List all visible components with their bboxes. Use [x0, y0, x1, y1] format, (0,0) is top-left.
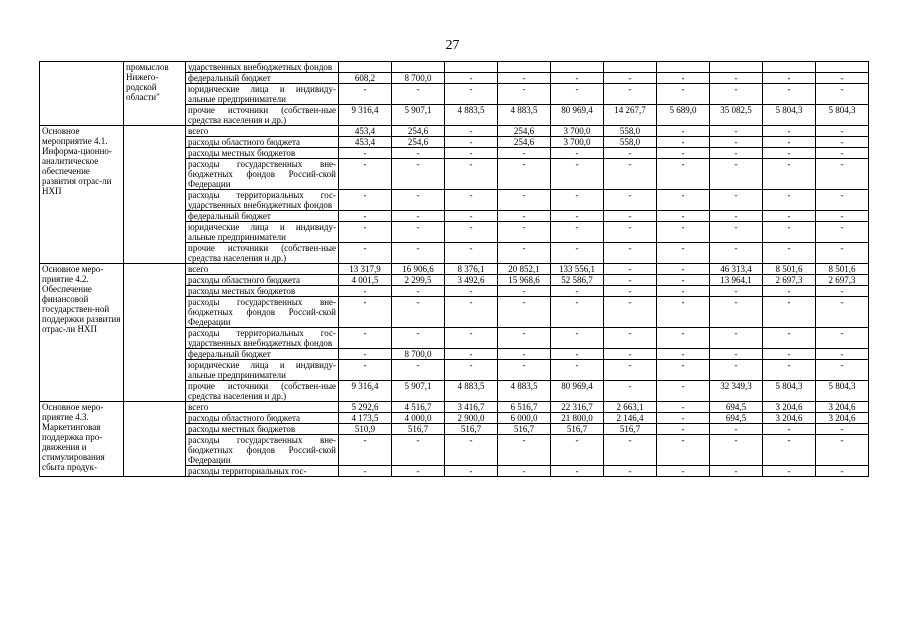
amount-cell: - — [445, 126, 498, 137]
amount-cell: - — [657, 381, 710, 402]
amount-cell — [339, 62, 392, 73]
funding-source-cell: прочие источники (собствен-ные средства населения и др.) — [186, 243, 339, 264]
amount-cell: - — [710, 360, 763, 381]
amount-cell: - — [657, 413, 710, 424]
amount-cell: 694,5 — [710, 413, 763, 424]
amount-cell: - — [763, 243, 816, 264]
amount-cell — [763, 62, 816, 73]
amount-cell: - — [710, 286, 763, 297]
amount-cell: 14 267,7 — [604, 105, 657, 126]
amount-cell: 558,0 — [604, 137, 657, 148]
amount-cell: 608,2 — [339, 73, 392, 84]
amount-cell: - — [710, 222, 763, 243]
amount-cell: - — [551, 243, 604, 264]
amount-cell: - — [392, 243, 445, 264]
amount-cell: 3 204,6 — [816, 402, 869, 413]
table-row — [40, 402, 869, 413]
amount-cell: 52 586,7 — [551, 275, 604, 286]
amount-cell: - — [763, 286, 816, 297]
amount-cell: - — [392, 435, 445, 466]
amount-cell — [551, 62, 604, 73]
amount-cell: 15 968,6 — [498, 275, 551, 286]
funding-source-cell: федеральный бюджет — [186, 211, 339, 222]
amount-cell: - — [604, 73, 657, 84]
amount-cell: 3 700,0 — [551, 126, 604, 137]
funding-source-cell: расходы территориальных гос-ударственных внебюджетных фондов — [186, 190, 339, 211]
responsible-cell: промыслов Нижего-родской области" — [124, 62, 186, 126]
amount-cell: - — [710, 424, 763, 435]
amount-cell: 694,5 — [710, 402, 763, 413]
amount-cell: 3 700,0 — [551, 137, 604, 148]
amount-cell: - — [445, 286, 498, 297]
amount-cell: 453,4 — [339, 137, 392, 148]
amount-cell: - — [604, 190, 657, 211]
amount-cell: - — [657, 264, 710, 275]
amount-cell: 35 082,5 — [710, 105, 763, 126]
amount-cell: - — [551, 190, 604, 211]
amount-cell: - — [392, 466, 445, 477]
amount-cell: - — [604, 148, 657, 159]
amount-cell: - — [392, 190, 445, 211]
funding-source-cell: всего — [186, 126, 339, 137]
amount-cell — [816, 62, 869, 73]
amount-cell: 8 700,0 — [392, 73, 445, 84]
funding-source-cell: прочие источники (собствен-ные средства населения и др.) — [186, 381, 339, 402]
amount-cell: 9 316,4 — [339, 381, 392, 402]
amount-cell: - — [657, 190, 710, 211]
amount-cell: - — [392, 286, 445, 297]
funding-source-cell: расходы территориальных гос-ударственных внебюджетных фондов — [186, 328, 339, 349]
page-number: 27 — [445, 38, 460, 53]
amount-cell: - — [710, 190, 763, 211]
amount-cell: 8 501,6 — [763, 264, 816, 275]
amount-cell: - — [339, 243, 392, 264]
amount-cell: 6 516,7 — [498, 402, 551, 413]
amount-cell: - — [498, 222, 551, 243]
amount-cell: - — [498, 297, 551, 328]
amount-cell: - — [551, 328, 604, 349]
amount-cell — [498, 62, 551, 73]
amount-cell: - — [498, 349, 551, 360]
amount-cell: - — [816, 159, 869, 190]
amount-cell: - — [392, 360, 445, 381]
amount-cell: - — [816, 148, 869, 159]
amount-cell: - — [763, 73, 816, 84]
amount-cell: - — [763, 466, 816, 477]
amount-cell: 2 299,5 — [392, 275, 445, 286]
amount-cell: - — [816, 211, 869, 222]
amount-cell: - — [392, 84, 445, 105]
amount-cell: - — [763, 360, 816, 381]
amount-cell: - — [657, 137, 710, 148]
amount-cell: 5 689,0 — [657, 105, 710, 126]
funding-source-cell: юридические лица и индивиду-альные предприниматели — [186, 84, 339, 105]
amount-cell: - — [445, 84, 498, 105]
amount-cell: 6 000,0 — [498, 413, 551, 424]
amount-cell: - — [816, 73, 869, 84]
amount-cell: - — [710, 243, 763, 264]
amount-cell: - — [392, 297, 445, 328]
amount-cell: - — [339, 286, 392, 297]
amount-cell: - — [710, 297, 763, 328]
amount-cell: 3 204,6 — [763, 402, 816, 413]
amount-cell: 4 516,7 — [392, 402, 445, 413]
amount-cell: - — [498, 73, 551, 84]
amount-cell — [604, 62, 657, 73]
amount-cell: 510,9 — [339, 424, 392, 435]
amount-cell — [657, 62, 710, 73]
amount-cell: - — [816, 435, 869, 466]
amount-cell: - — [604, 264, 657, 275]
amount-cell: - — [816, 424, 869, 435]
amount-cell — [445, 62, 498, 73]
amount-cell: - — [551, 360, 604, 381]
amount-cell: 516,7 — [551, 424, 604, 435]
amount-cell: - — [763, 222, 816, 243]
amount-cell: - — [551, 286, 604, 297]
amount-cell: - — [604, 159, 657, 190]
amount-cell: - — [710, 148, 763, 159]
amount-cell: - — [657, 328, 710, 349]
table-row — [40, 126, 869, 137]
amount-cell: - — [551, 466, 604, 477]
amount-cell: - — [339, 466, 392, 477]
amount-cell: - — [763, 159, 816, 190]
amount-cell: - — [339, 222, 392, 243]
amount-cell: - — [604, 286, 657, 297]
amount-cell: 13 317,9 — [339, 264, 392, 275]
amount-cell: - — [445, 148, 498, 159]
amount-cell — [392, 62, 445, 73]
amount-cell: 254,6 — [498, 126, 551, 137]
amount-cell: - — [339, 84, 392, 105]
amount-cell: - — [498, 360, 551, 381]
amount-cell: 4 883,5 — [445, 105, 498, 126]
amount-cell: - — [392, 211, 445, 222]
amount-cell: - — [763, 126, 816, 137]
amount-cell: 13 964,1 — [710, 275, 763, 286]
amount-cell: 32 349,3 — [710, 381, 763, 402]
amount-cell: - — [604, 222, 657, 243]
amount-cell: - — [816, 349, 869, 360]
amount-cell: - — [392, 328, 445, 349]
funding-source-cell: расходы областного бюджета — [186, 275, 339, 286]
amount-cell: - — [657, 360, 710, 381]
amount-cell: - — [657, 424, 710, 435]
activity-name-cell: Основное мероприятие 4.1. Информа-ционно-аналитическое обеспечение развития отрас-ли НХП — [40, 126, 124, 264]
funding-source-cell: расходы местных бюджетов — [186, 286, 339, 297]
amount-cell: - — [763, 84, 816, 105]
amount-cell: 5 907,1 — [392, 381, 445, 402]
amount-cell: 2 900,0 — [445, 413, 498, 424]
amount-cell: - — [339, 148, 392, 159]
amount-cell: - — [816, 222, 869, 243]
amount-cell: 2 697,3 — [816, 275, 869, 286]
amount-cell: - — [710, 159, 763, 190]
funding-source-cell: федеральный бюджет — [186, 349, 339, 360]
amount-cell: - — [657, 402, 710, 413]
amount-cell: 9 316,4 — [339, 105, 392, 126]
amount-cell: - — [339, 349, 392, 360]
responsible-cell — [124, 126, 186, 264]
amount-cell: 5 804,3 — [763, 381, 816, 402]
amount-cell: - — [339, 328, 392, 349]
amount-cell: - — [604, 381, 657, 402]
amount-cell: - — [710, 84, 763, 105]
amount-cell: - — [657, 222, 710, 243]
amount-cell: - — [763, 297, 816, 328]
amount-cell: 5 804,3 — [763, 105, 816, 126]
amount-cell: - — [710, 349, 763, 360]
amount-cell: - — [551, 435, 604, 466]
table-row — [40, 264, 869, 275]
amount-cell: - — [604, 466, 657, 477]
amount-cell: - — [445, 73, 498, 84]
amount-cell: - — [445, 297, 498, 328]
funding-source-cell: всего — [186, 264, 339, 275]
amount-cell: - — [763, 148, 816, 159]
amount-cell: - — [498, 190, 551, 211]
funding-source-cell: юридические лица и индивиду-альные предприниматели — [186, 222, 339, 243]
amount-cell: - — [445, 137, 498, 148]
amount-cell: - — [763, 190, 816, 211]
amount-cell: - — [551, 73, 604, 84]
amount-cell: - — [816, 137, 869, 148]
amount-cell: 5 907,1 — [392, 105, 445, 126]
amount-cell: - — [498, 84, 551, 105]
amount-cell — [710, 62, 763, 73]
amount-cell: - — [445, 243, 498, 264]
amount-cell: - — [816, 84, 869, 105]
amount-cell: - — [816, 360, 869, 381]
amount-cell: 516,7 — [392, 424, 445, 435]
amount-cell: 5 804,3 — [816, 105, 869, 126]
amount-cell: 254,6 — [392, 137, 445, 148]
amount-cell: - — [339, 190, 392, 211]
amount-cell: - — [445, 435, 498, 466]
amount-cell: 3 416,7 — [445, 402, 498, 413]
amount-cell: - — [339, 159, 392, 190]
amount-cell: - — [763, 424, 816, 435]
amount-cell: - — [604, 360, 657, 381]
amount-cell: 3 204,6 — [816, 413, 869, 424]
funding-source-cell: федеральный бюджет — [186, 73, 339, 84]
table-row — [40, 62, 869, 73]
amount-cell: - — [710, 328, 763, 349]
amount-cell: - — [816, 190, 869, 211]
amount-cell: 22 316,7 — [551, 402, 604, 413]
amount-cell: - — [604, 435, 657, 466]
amount-cell: 4 000,0 — [392, 413, 445, 424]
amount-cell: 5 804,3 — [816, 381, 869, 402]
funding-source-cell: расходы местных бюджетов — [186, 148, 339, 159]
funding-source-cell: прочие источники (собствен-ные средства населения и др.) — [186, 105, 339, 126]
amount-cell: - — [551, 297, 604, 328]
amount-cell: - — [763, 137, 816, 148]
amount-cell: - — [816, 328, 869, 349]
amount-cell: - — [445, 159, 498, 190]
amount-cell: - — [816, 466, 869, 477]
amount-cell: - — [710, 137, 763, 148]
amount-cell: - — [498, 435, 551, 466]
amount-cell: - — [816, 286, 869, 297]
amount-cell: - — [392, 148, 445, 159]
amount-cell: 4 883,5 — [498, 381, 551, 402]
amount-cell: 5 292,6 — [339, 402, 392, 413]
amount-cell: - — [498, 466, 551, 477]
amount-cell: - — [498, 286, 551, 297]
amount-cell: - — [445, 222, 498, 243]
amount-cell: 8 376,1 — [445, 264, 498, 275]
amount-cell: - — [339, 435, 392, 466]
funding-source-cell: расходы территориальных гос- — [186, 466, 339, 477]
amount-cell: - — [657, 73, 710, 84]
funding-source-cell: расходы государственных вне-бюджетных фондов Россий-ской Федерации — [186, 297, 339, 328]
amount-cell: - — [657, 148, 710, 159]
amount-cell: 21 800,0 — [551, 413, 604, 424]
amount-cell: - — [710, 466, 763, 477]
funding-source-cell: расходы местных бюджетов — [186, 424, 339, 435]
amount-cell: - — [763, 328, 816, 349]
amount-cell: 46 313,4 — [710, 264, 763, 275]
amount-cell: 4 001,5 — [339, 275, 392, 286]
amount-cell: - — [339, 211, 392, 222]
amount-cell: 254,6 — [392, 126, 445, 137]
amount-cell: 4 883,5 — [498, 105, 551, 126]
funding-source-cell: расходы государственных вне-бюджетных фондов Россий-ской Федерации — [186, 159, 339, 190]
amount-cell: 16 906,6 — [392, 264, 445, 275]
amount-cell: 516,7 — [498, 424, 551, 435]
amount-cell: - — [604, 243, 657, 264]
responsible-cell — [124, 402, 186, 477]
amount-cell: - — [657, 286, 710, 297]
funding-source-cell: юридические лица и индивиду-альные предприниматели — [186, 360, 339, 381]
amount-cell: - — [339, 297, 392, 328]
amount-cell: - — [710, 73, 763, 84]
amount-cell: - — [763, 211, 816, 222]
amount-cell: 3 492,6 — [445, 275, 498, 286]
funding-source-cell: ударственных внебюджетных фондов — [186, 62, 339, 73]
funding-source-cell: всего — [186, 402, 339, 413]
amount-cell: - — [657, 349, 710, 360]
amount-cell: - — [657, 84, 710, 105]
amount-cell: - — [657, 243, 710, 264]
amount-cell: 20 852,1 — [498, 264, 551, 275]
amount-cell: - — [392, 222, 445, 243]
amount-cell: 80 969,4 — [551, 105, 604, 126]
amount-cell: - — [710, 211, 763, 222]
responsible-cell — [124, 264, 186, 402]
amount-cell: - — [445, 349, 498, 360]
amount-cell: - — [657, 297, 710, 328]
amount-cell: 8 501,6 — [816, 264, 869, 275]
amount-cell: - — [657, 466, 710, 477]
amount-cell: - — [816, 297, 869, 328]
amount-cell: - — [604, 328, 657, 349]
activity-name-cell: Основное меро-приятие 4.2. Обеспечение финансовой государствен-ной поддержки развития отрас-ли НХП — [40, 264, 124, 402]
amount-cell: 3 204,6 — [763, 413, 816, 424]
amount-cell: 558,0 — [604, 126, 657, 137]
amount-cell: - — [392, 159, 445, 190]
budget-table — [39, 61, 869, 477]
activity-name-cell: Основное меро-приятие 4.3. Маркетинговая поддержка про-движения и стимулирования сбыта продук- — [40, 402, 124, 477]
amount-cell: - — [498, 211, 551, 222]
amount-cell: - — [604, 297, 657, 328]
amount-cell: - — [657, 126, 710, 137]
amount-cell: - — [604, 275, 657, 286]
amount-cell: - — [657, 211, 710, 222]
amount-cell: - — [763, 349, 816, 360]
amount-cell: 2 663,1 — [604, 402, 657, 413]
amount-cell: 516,7 — [604, 424, 657, 435]
activity-name-cell — [40, 62, 124, 126]
amount-cell: - — [551, 159, 604, 190]
amount-cell: - — [816, 243, 869, 264]
amount-cell: - — [498, 159, 551, 190]
amount-cell: - — [657, 159, 710, 190]
amount-cell: - — [710, 126, 763, 137]
amount-cell: - — [445, 360, 498, 381]
amount-cell: - — [604, 349, 657, 360]
amount-cell: - — [339, 360, 392, 381]
amount-cell: - — [657, 275, 710, 286]
amount-cell: - — [710, 435, 763, 466]
amount-cell: - — [763, 435, 816, 466]
amount-cell: - — [498, 243, 551, 264]
amount-cell: - — [445, 466, 498, 477]
amount-cell: 133 556,1 — [551, 264, 604, 275]
amount-cell: 8 700,0 — [392, 349, 445, 360]
amount-cell: - — [445, 190, 498, 211]
amount-cell: 516,7 — [445, 424, 498, 435]
amount-cell: - — [445, 211, 498, 222]
amount-cell: 2 146,4 — [604, 413, 657, 424]
amount-cell: - — [657, 435, 710, 466]
amount-cell: - — [604, 211, 657, 222]
amount-cell: 4 883,5 — [445, 381, 498, 402]
funding-source-cell: расходы областного бюджета — [186, 137, 339, 148]
amount-cell: - — [551, 211, 604, 222]
amount-cell: 2 697,3 — [763, 275, 816, 286]
amount-cell: 254,6 — [498, 137, 551, 148]
amount-cell: - — [604, 84, 657, 105]
amount-cell: - — [551, 349, 604, 360]
amount-cell: 80 969,4 — [551, 381, 604, 402]
amount-cell: - — [498, 148, 551, 159]
amount-cell: 453,4 — [339, 126, 392, 137]
funding-source-cell: расходы областного бюджета — [186, 413, 339, 424]
amount-cell: - — [551, 84, 604, 105]
amount-cell: - — [551, 222, 604, 243]
funding-source-cell: расходы государственных вне-бюджетных фондов Россий-ской Федерации — [186, 435, 339, 466]
amount-cell: - — [551, 148, 604, 159]
amount-cell: - — [816, 126, 869, 137]
amount-cell: 4 173,5 — [339, 413, 392, 424]
amount-cell: - — [445, 328, 498, 349]
amount-cell: - — [498, 328, 551, 349]
